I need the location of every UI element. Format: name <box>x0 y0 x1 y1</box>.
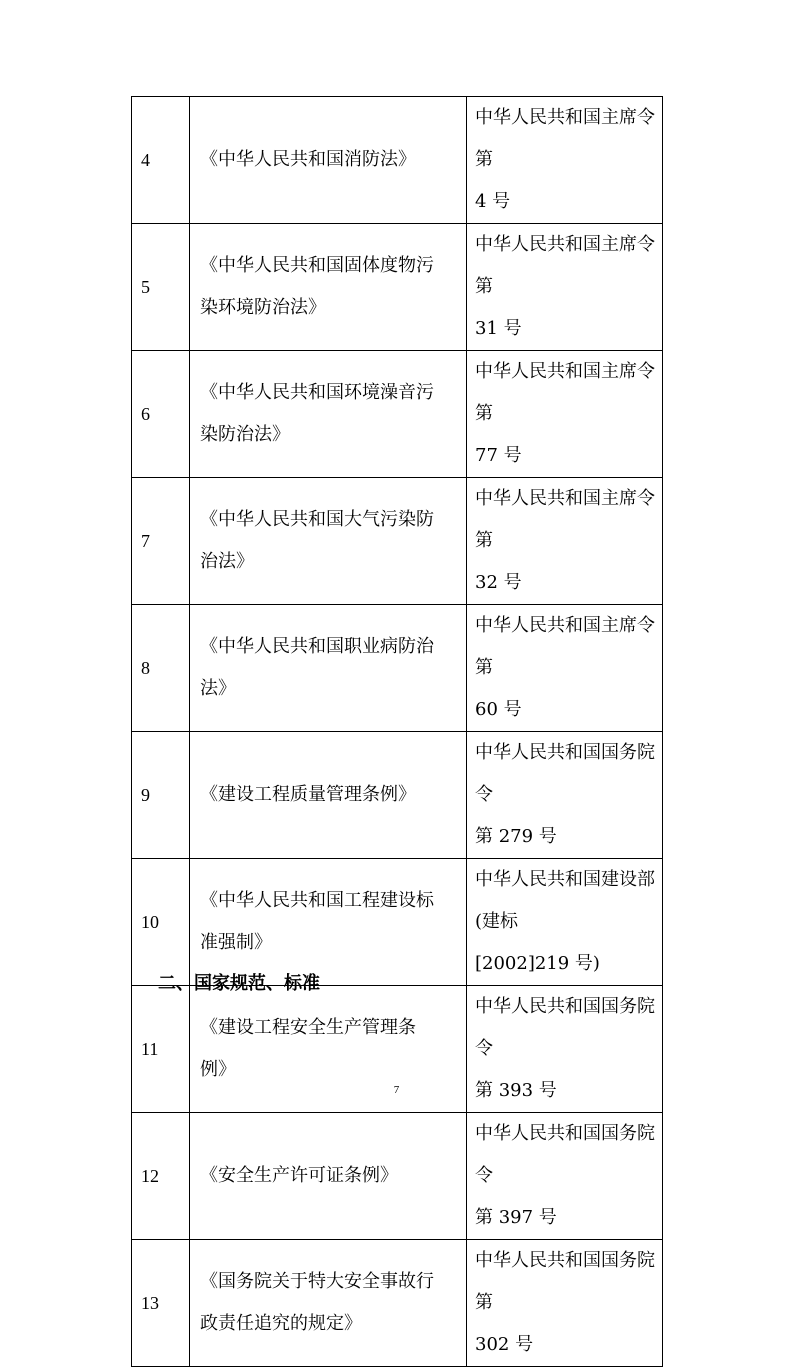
law-name <box>190 1113 467 1240</box>
law-name-text: 《中华人民共和国消防法》 <box>200 149 416 170</box>
issuing-document-text: 中华人民共和国主席令第 77 号 <box>475 361 655 466</box>
issuing-document-text: 中华人民共和国主席令第 60 号 <box>475 615 655 720</box>
law-name-text: 《建设工程质量管理条例》 <box>200 784 416 805</box>
law-name <box>190 351 467 478</box>
row-number: 11 <box>132 986 190 1113</box>
row-number: 6 <box>132 351 190 478</box>
row-number: 10 <box>132 859 190 986</box>
row-number: 9 <box>132 732 190 859</box>
law-name-text: 《安全生产许可证条例》 <box>200 1165 398 1186</box>
issuing-document-text: 中华人民共和国建设部 (建标 [2002]219 号) <box>475 869 655 974</box>
law-name-text: 《中华人民共和国固体度物污 染环境防治法》 <box>200 255 434 318</box>
issuing-document-text: 中华人民共和国主席令第 4 号 <box>475 107 655 212</box>
law-name-text: 《建设工程安全生产管理条 例》 <box>200 1017 416 1080</box>
row-number: 13 <box>132 1240 190 1367</box>
table-row <box>132 732 663 859</box>
law-name <box>190 1240 467 1367</box>
issuing-document <box>467 732 663 859</box>
issuing-document <box>467 224 663 351</box>
law-name-text: 《中华人民共和国工程建设标 准强制》 <box>200 890 434 953</box>
row-number: 12 <box>132 1113 190 1240</box>
issuing-document-text: 中华人民共和国国务院令 第 397 号 <box>475 1123 655 1228</box>
table-row <box>132 859 663 986</box>
law-name-text: 《中华人民共和国职业病防治 法》 <box>200 636 434 699</box>
issuing-document <box>467 1240 663 1367</box>
table-row <box>132 1113 663 1240</box>
issuing-document-text: 中华人民共和国主席令第 32 号 <box>475 488 655 593</box>
row-number: 8 <box>132 605 190 732</box>
law-name-text: 《中华人民共和国环境澡音污 染防治法》 <box>200 382 434 445</box>
issuing-document <box>467 605 663 732</box>
laws-table <box>131 96 663 1367</box>
row-number: 5 <box>132 224 190 351</box>
laws-table-body <box>132 97 663 1367</box>
issuing-document <box>467 351 663 478</box>
table-row <box>132 1240 663 1367</box>
law-name <box>190 478 467 605</box>
row-number: 4 <box>132 97 190 224</box>
issuing-document <box>467 97 663 224</box>
issuing-document <box>467 478 663 605</box>
page-number: 7 <box>393 1084 400 1096</box>
law-name <box>190 859 467 986</box>
issuing-document-text: 中华人民共和国主席令第 31 号 <box>475 234 655 339</box>
table-row <box>132 224 663 351</box>
issuing-document-text: 中华人民共和国国务院令 第 279 号 <box>475 742 655 847</box>
table-row <box>132 351 663 478</box>
law-name-text: 《中华人民共和国大气污染防 治法》 <box>200 509 434 572</box>
table-row <box>132 605 663 732</box>
issuing-document-text: 中华人民共和国国务院第 302 号 <box>475 1250 655 1355</box>
section-heading: 二、国家规范、标准 <box>158 973 320 994</box>
issuing-document <box>467 1113 663 1240</box>
issuing-document-text: 中华人民共和国国务院令 第 393 号 <box>475 996 655 1101</box>
law-name <box>190 97 467 224</box>
table-row <box>132 478 663 605</box>
law-name-text: 《国务院关于特大安全事故行 政责任追究的规定》 <box>200 1271 434 1334</box>
row-number: 7 <box>132 478 190 605</box>
table-row <box>132 97 663 224</box>
law-name <box>190 224 467 351</box>
issuing-document <box>467 859 663 986</box>
law-name <box>190 605 467 732</box>
law-name <box>190 732 467 859</box>
